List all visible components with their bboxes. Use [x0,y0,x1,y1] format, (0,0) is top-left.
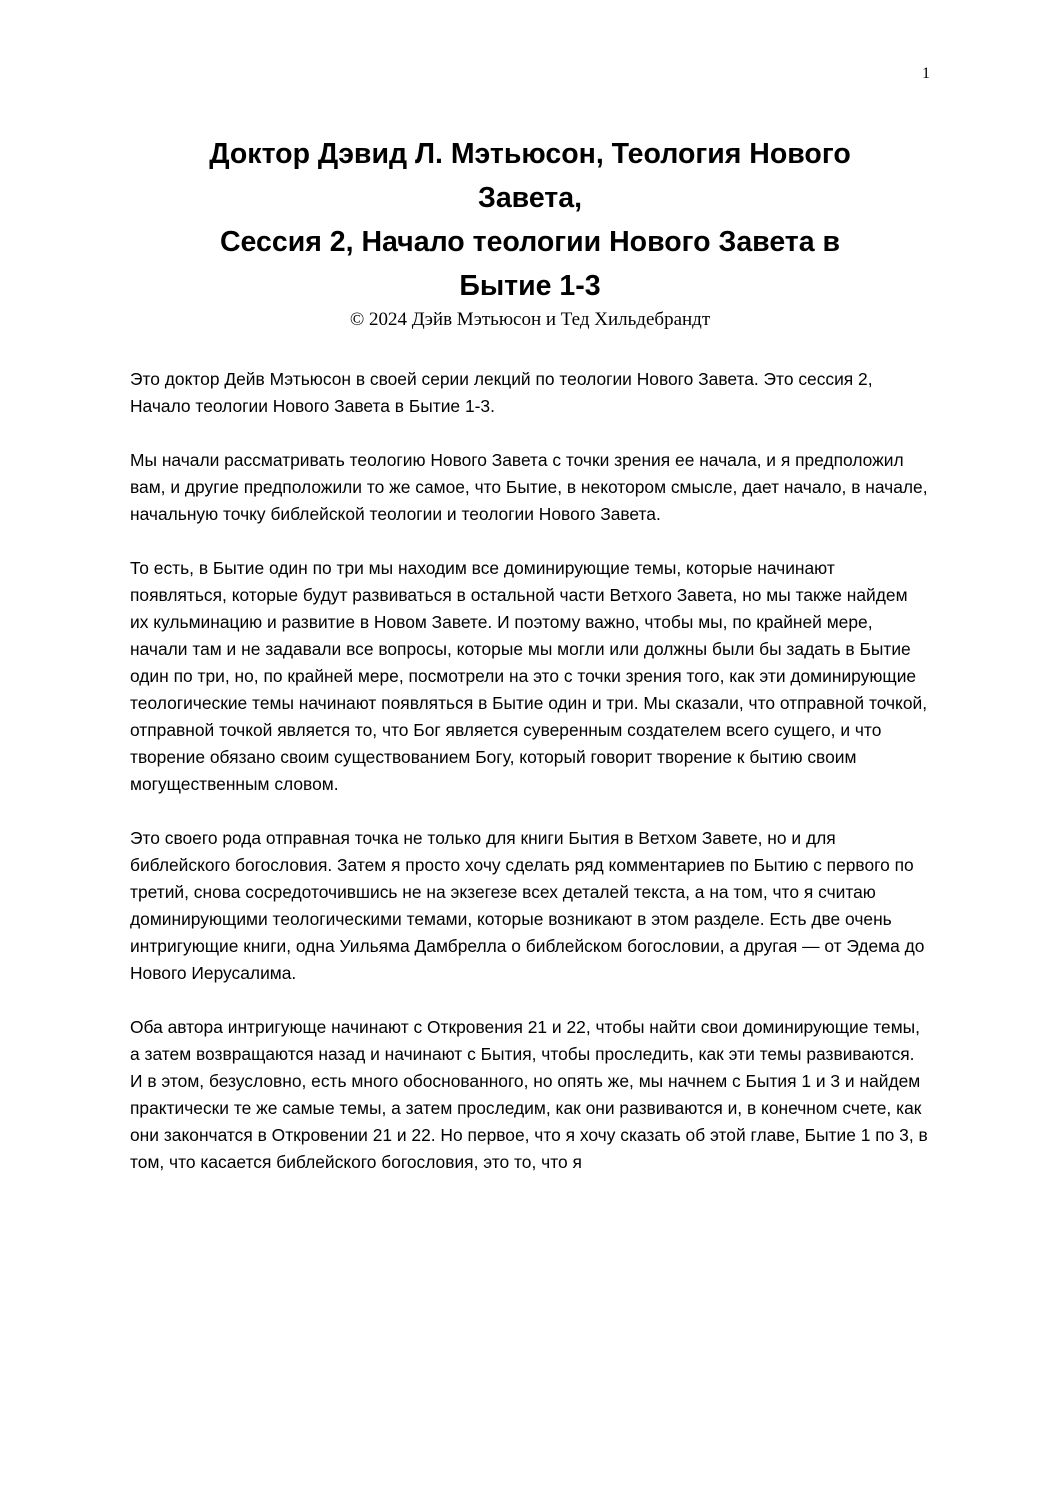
paragraph: Мы начали рассматривать теологию Нового Завета с точки зрения ее начала, и я предположил вам, и другие предположили то же самое, что Бытие, в некотором смысле, дает начало, в начале, начальную точку библейской теологии и теологии Нового Завета. [130,450,928,524]
document-title [130,132,930,308]
copyright-notice: © 2024 Дэйв Мэтьюсон и Тед Хильдебрандт [349,309,711,330]
paragraph: То есть, в Бытие один по три мы находим все доминирующие темы, которые начинают появляться, которые будут развиваться в остальной части Ветхого Завета, но мы также найдем их кульминацию и развитие в Новом Завете. И поэтому важно, чтобы мы, по крайней мере, начали там и не задавали все вопросы, которые мы могли или должны были бы задать в Бытие один по три, но, по крайней мере, посмотрели на это с точки зрения того, как эти доминирующие теологические темы начинают появляться в Бытие один и три. Мы сказали, что отправной точкой, отправной точкой является то, что Бог является суверенным создателем всего сущего, и что творение обязано своим существованием Богу, который говорит творение к бытию своим могущественным словом. [130,558,928,794]
title-line: Бытие 1-3 [459,270,601,302]
paragraph: Оба автора интригующе начинают с Откровения 21 и 22, чтобы найти свои доминирующие темы, а затем возвращаются назад и начинают с Бытия, чтобы проследить, как эти темы развиваются. И в этом, безусловно, есть много обоснованного, но опять же, мы начнем с Бытия 1 и 3 и найдем практически те же самые темы, а затем проследим, как они развиваются и, в конечном счете, как они закончатся в Откровении 21 и 22. Но первое, что я хочу сказать об этой главе, Бытие 1 по 3, в том, что касается библейского богословия, это то, что я [130,1017,928,1172]
paragraph: Это своего рода отправная точка не только для книги Бытия в Ветхом Завете, но и для библейского богословия. Затем я просто хочу сделать ряд комментариев по Бытию с первого по третий, снова сосредоточившись не на экзегезе всех деталей текста, а на том, что я считаю доминирующими теологическими темами, которые возникают в этом разделе. Есть две очень интригующие книги, одна Уильяма Дамбрелла о библейском богословии, а другая — от Эдема до Нового Иерусалима. [130,828,925,983]
title-block [130,132,930,332]
page-number: 1 [922,65,930,82]
title-line: Завета, [477,182,583,214]
body-text [130,366,930,1203]
paragraph: Это доктор Дейв Мэтьюсон в своей серии лекций по теологии Нового Завета. Это сессия 2, Начало теологии Нового Завета в Бытие 1-3. [130,369,873,416]
title-line: Сессия 2, Начало теологии Нового Завета в [219,226,841,258]
title-line: Доктор Дэвид Л. Мэтьюсон, Теология Нового [209,138,851,170]
